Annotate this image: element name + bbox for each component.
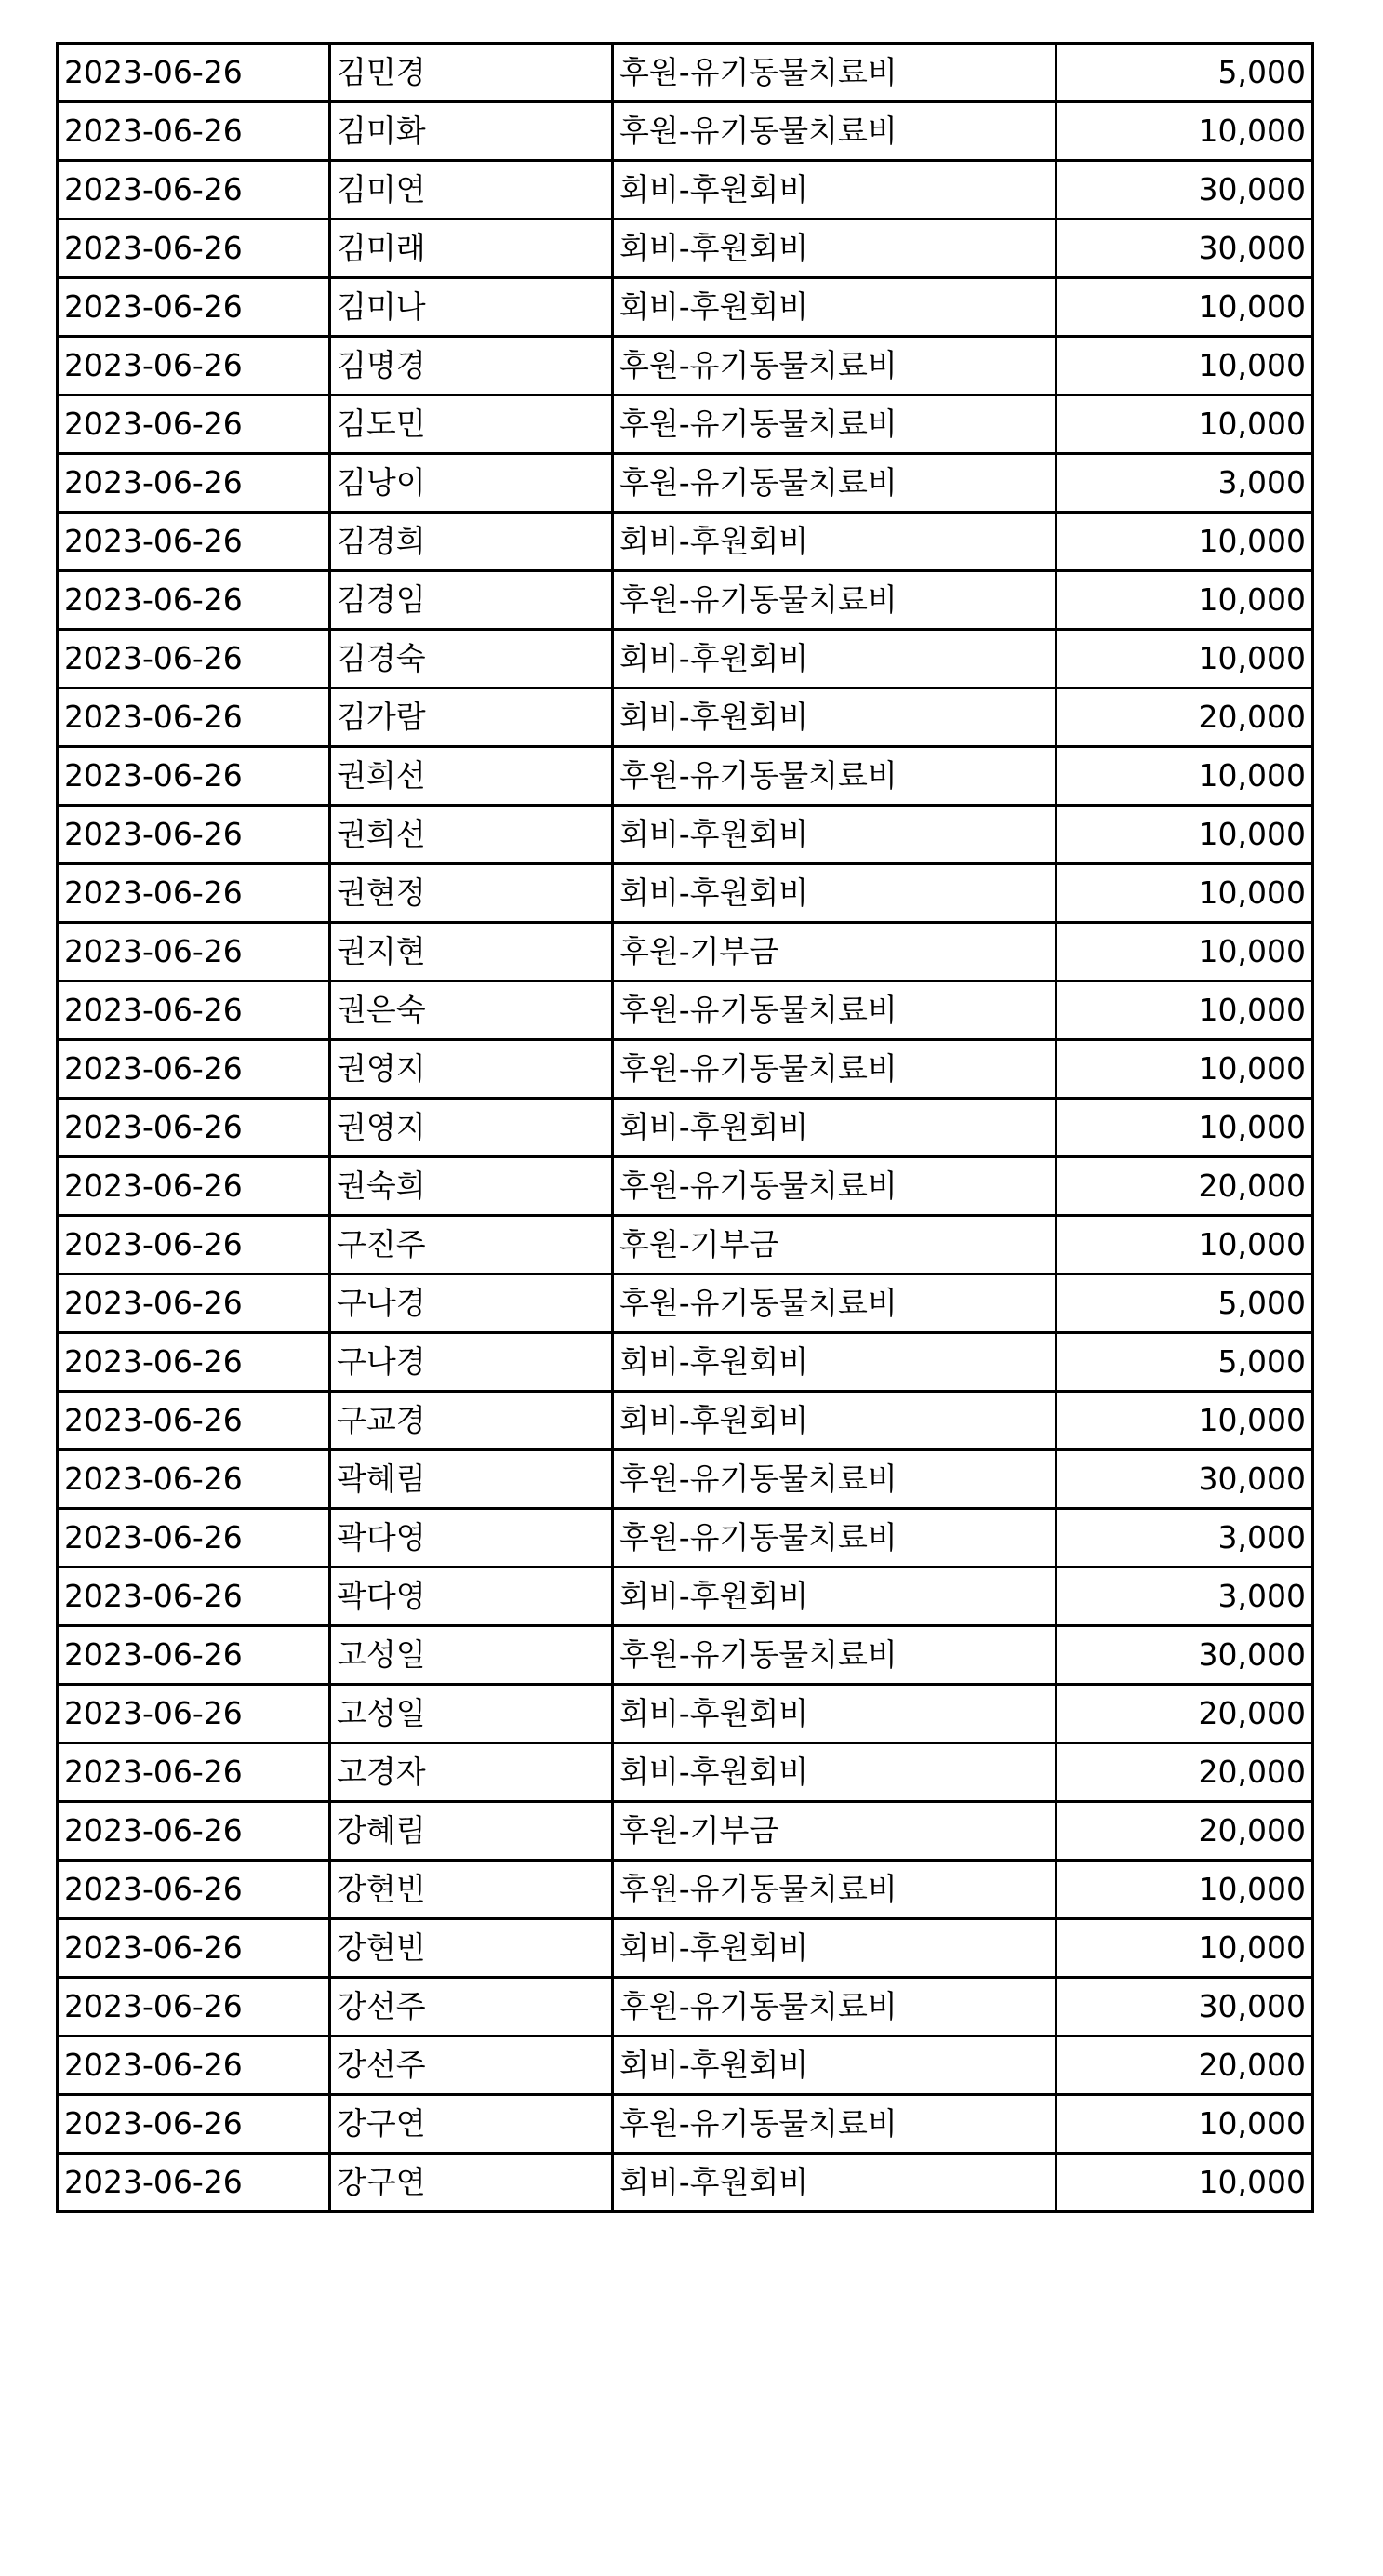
category-cell: 후원-유기동물치료비 [613, 981, 1057, 1040]
date-cell: 2023-06-26 [58, 1743, 330, 1802]
date-cell: 2023-06-26 [58, 1216, 330, 1275]
date-cell: 2023-06-26 [58, 513, 330, 571]
table-row [58, 806, 1313, 864]
date-cell: 2023-06-26 [58, 1802, 330, 1861]
category-cell: 후원-유기동물치료비 [613, 1861, 1057, 1919]
table-row [58, 1978, 1313, 2036]
amount-cell: 10,000 [1057, 747, 1313, 806]
category-cell: 회비-후원회비 [613, 1568, 1057, 1626]
category-cell: 후원-유기동물치료비 [613, 395, 1057, 454]
category-cell: 후원-유기동물치료비 [613, 1450, 1057, 1509]
table-row [58, 1626, 1313, 1685]
amount-cell: 30,000 [1057, 1450, 1313, 1509]
date-cell: 2023-06-26 [58, 864, 330, 923]
amount-cell: 10,000 [1057, 1392, 1313, 1450]
donor-name-cell: 권현정 [330, 864, 613, 923]
donor-name-cell: 김낭이 [330, 454, 613, 513]
amount-cell: 10,000 [1057, 981, 1313, 1040]
category-cell: 회비-후원회비 [613, 513, 1057, 571]
category-cell: 회비-후원회비 [613, 2154, 1057, 2212]
amount-cell: 10,000 [1057, 102, 1313, 161]
category-cell: 회비-후원회비 [613, 1919, 1057, 1978]
donor-name-cell: 김도민 [330, 395, 613, 454]
donor-name-cell: 권희선 [330, 747, 613, 806]
date-cell: 2023-06-26 [58, 337, 330, 395]
amount-cell: 10,000 [1057, 1216, 1313, 1275]
date-cell: 2023-06-26 [58, 395, 330, 454]
category-cell: 후원-유기동물치료비 [613, 1978, 1057, 2036]
amount-cell: 20,000 [1057, 2036, 1313, 2095]
amount-cell: 10,000 [1057, 923, 1313, 981]
donor-name-cell: 김민경 [330, 44, 613, 102]
date-cell: 2023-06-26 [58, 1392, 330, 1450]
table-row [58, 454, 1313, 513]
table-row [58, 337, 1313, 395]
date-cell: 2023-06-26 [58, 1450, 330, 1509]
table-row [58, 1802, 1313, 1861]
donor-name-cell: 강현빈 [330, 1919, 613, 1978]
donation-ledger-table [56, 42, 1314, 2213]
table-row [58, 1216, 1313, 1275]
table-row [58, 44, 1313, 102]
table-row [58, 1450, 1313, 1509]
amount-cell: 10,000 [1057, 2154, 1313, 2212]
date-cell: 2023-06-26 [58, 1978, 330, 2036]
donor-name-cell: 김미래 [330, 220, 613, 278]
amount-cell: 10,000 [1057, 337, 1313, 395]
amount-cell: 10,000 [1057, 513, 1313, 571]
date-cell: 2023-06-26 [58, 2154, 330, 2212]
amount-cell: 20,000 [1057, 1802, 1313, 1861]
amount-cell: 10,000 [1057, 1919, 1313, 1978]
donor-name-cell: 강구연 [330, 2154, 613, 2212]
category-cell: 회비-후원회비 [613, 1392, 1057, 1450]
table-row [58, 630, 1313, 688]
category-cell: 회비-후원회비 [613, 2036, 1057, 2095]
category-cell: 회비-후원회비 [613, 161, 1057, 220]
donor-name-cell: 강혜림 [330, 1802, 613, 1861]
table-row [58, 1333, 1313, 1392]
category-cell: 후원-유기동물치료비 [613, 1275, 1057, 1333]
donor-name-cell: 김경숙 [330, 630, 613, 688]
amount-cell: 20,000 [1057, 1685, 1313, 1743]
donor-name-cell: 강선주 [330, 2036, 613, 2095]
amount-cell: 10,000 [1057, 1040, 1313, 1099]
category-cell: 회비-후원회비 [613, 1333, 1057, 1392]
donor-name-cell: 고성일 [330, 1685, 613, 1743]
donor-name-cell: 강선주 [330, 1978, 613, 2036]
date-cell: 2023-06-26 [58, 1509, 330, 1568]
donor-name-cell: 고성일 [330, 1626, 613, 1685]
amount-cell: 10,000 [1057, 1861, 1313, 1919]
table-row [58, 1392, 1313, 1450]
donor-name-cell: 구교경 [330, 1392, 613, 1450]
table-row [58, 220, 1313, 278]
category-cell: 후원-기부금 [613, 1216, 1057, 1275]
table-row [58, 1509, 1313, 1568]
table-row [58, 161, 1313, 220]
ledger-body [58, 44, 1313, 2212]
date-cell: 2023-06-26 [58, 688, 330, 747]
table-row [58, 2095, 1313, 2154]
table-row [58, 1099, 1313, 1157]
date-cell: 2023-06-26 [58, 2036, 330, 2095]
category-cell: 회비-후원회비 [613, 864, 1057, 923]
donor-name-cell: 김경희 [330, 513, 613, 571]
category-cell: 회비-후원회비 [613, 806, 1057, 864]
donor-name-cell: 강현빈 [330, 1861, 613, 1919]
amount-cell: 10,000 [1057, 278, 1313, 337]
amount-cell: 10,000 [1057, 806, 1313, 864]
date-cell: 2023-06-26 [58, 630, 330, 688]
donor-name-cell: 김미연 [330, 161, 613, 220]
category-cell: 후원-기부금 [613, 923, 1057, 981]
category-cell: 회비-후원회비 [613, 630, 1057, 688]
category-cell: 후원-유기동물치료비 [613, 747, 1057, 806]
table-row [58, 1743, 1313, 1802]
amount-cell: 3,000 [1057, 1568, 1313, 1626]
table-row [58, 923, 1313, 981]
donor-name-cell: 김경임 [330, 571, 613, 630]
category-cell: 회비-후원회비 [613, 1685, 1057, 1743]
category-cell: 회비-후원회비 [613, 220, 1057, 278]
amount-cell: 20,000 [1057, 1743, 1313, 1802]
amount-cell: 30,000 [1057, 1978, 1313, 2036]
table-row [58, 1919, 1313, 1978]
category-cell: 후원-유기동물치료비 [613, 571, 1057, 630]
date-cell: 2023-06-26 [58, 747, 330, 806]
donor-name-cell: 권은숙 [330, 981, 613, 1040]
date-cell: 2023-06-26 [58, 1919, 330, 1978]
donor-name-cell: 구나경 [330, 1275, 613, 1333]
amount-cell: 5,000 [1057, 1275, 1313, 1333]
table-row [58, 688, 1313, 747]
amount-cell: 20,000 [1057, 1157, 1313, 1216]
date-cell: 2023-06-26 [58, 44, 330, 102]
table-row [58, 2036, 1313, 2095]
table-row [58, 571, 1313, 630]
donor-name-cell: 곽혜림 [330, 1450, 613, 1509]
donor-name-cell: 김미나 [330, 278, 613, 337]
donor-name-cell: 김미화 [330, 102, 613, 161]
date-cell: 2023-06-26 [58, 2095, 330, 2154]
category-cell: 회비-후원회비 [613, 278, 1057, 337]
category-cell: 후원-유기동물치료비 [613, 337, 1057, 395]
date-cell: 2023-06-26 [58, 278, 330, 337]
date-cell: 2023-06-26 [58, 981, 330, 1040]
amount-cell: 10,000 [1057, 630, 1313, 688]
date-cell: 2023-06-26 [58, 1099, 330, 1157]
amount-cell: 3,000 [1057, 1509, 1313, 1568]
table-row [58, 102, 1313, 161]
category-cell: 후원-유기동물치료비 [613, 102, 1057, 161]
amount-cell: 10,000 [1057, 1099, 1313, 1157]
donor-name-cell: 권숙희 [330, 1157, 613, 1216]
category-cell: 후원-유기동물치료비 [613, 1626, 1057, 1685]
category-cell: 후원-기부금 [613, 1802, 1057, 1861]
table-row [58, 1685, 1313, 1743]
amount-cell: 30,000 [1057, 220, 1313, 278]
table-row [58, 395, 1313, 454]
date-cell: 2023-06-26 [58, 1861, 330, 1919]
amount-cell: 10,000 [1057, 571, 1313, 630]
date-cell: 2023-06-26 [58, 1275, 330, 1333]
category-cell: 후원-유기동물치료비 [613, 454, 1057, 513]
date-cell: 2023-06-26 [58, 1333, 330, 1392]
date-cell: 2023-06-26 [58, 806, 330, 864]
category-cell: 후원-유기동물치료비 [613, 1509, 1057, 1568]
table-row [58, 1275, 1313, 1333]
date-cell: 2023-06-26 [58, 454, 330, 513]
table-row [58, 1040, 1313, 1099]
donor-name-cell: 구나경 [330, 1333, 613, 1392]
amount-cell: 3,000 [1057, 454, 1313, 513]
table-row [58, 981, 1313, 1040]
donor-name-cell: 권영지 [330, 1099, 613, 1157]
category-cell: 회비-후원회비 [613, 688, 1057, 747]
donor-name-cell: 고경자 [330, 1743, 613, 1802]
category-cell: 후원-유기동물치료비 [613, 1040, 1057, 1099]
table-row [58, 747, 1313, 806]
table-row [58, 1157, 1313, 1216]
amount-cell: 5,000 [1057, 1333, 1313, 1392]
donor-name-cell: 권영지 [330, 1040, 613, 1099]
table-row [58, 1861, 1313, 1919]
donor-name-cell: 곽다영 [330, 1568, 613, 1626]
donor-name-cell: 김가람 [330, 688, 613, 747]
amount-cell: 10,000 [1057, 864, 1313, 923]
category-cell: 회비-후원회비 [613, 1099, 1057, 1157]
amount-cell: 10,000 [1057, 2095, 1313, 2154]
date-cell: 2023-06-26 [58, 571, 330, 630]
date-cell: 2023-06-26 [58, 161, 330, 220]
amount-cell: 30,000 [1057, 161, 1313, 220]
table-row [58, 864, 1313, 923]
date-cell: 2023-06-26 [58, 1157, 330, 1216]
category-cell: 회비-후원회비 [613, 1743, 1057, 1802]
donor-name-cell: 곽다영 [330, 1509, 613, 1568]
category-cell: 후원-유기동물치료비 [613, 44, 1057, 102]
amount-cell: 20,000 [1057, 688, 1313, 747]
date-cell: 2023-06-26 [58, 220, 330, 278]
date-cell: 2023-06-26 [58, 1685, 330, 1743]
date-cell: 2023-06-26 [58, 923, 330, 981]
category-cell: 후원-유기동물치료비 [613, 2095, 1057, 2154]
amount-cell: 10,000 [1057, 395, 1313, 454]
donor-name-cell: 강구연 [330, 2095, 613, 2154]
date-cell: 2023-06-26 [58, 1626, 330, 1685]
donor-name-cell: 김명경 [330, 337, 613, 395]
table-row [58, 2154, 1313, 2212]
donor-name-cell: 권희선 [330, 806, 613, 864]
table-row [58, 278, 1313, 337]
table-row [58, 1568, 1313, 1626]
amount-cell: 30,000 [1057, 1626, 1313, 1685]
category-cell: 후원-유기동물치료비 [613, 1157, 1057, 1216]
donor-name-cell: 권지현 [330, 923, 613, 981]
amount-cell: 5,000 [1057, 44, 1313, 102]
donor-name-cell: 구진주 [330, 1216, 613, 1275]
date-cell: 2023-06-26 [58, 1040, 330, 1099]
table-row [58, 513, 1313, 571]
date-cell: 2023-06-26 [58, 102, 330, 161]
date-cell: 2023-06-26 [58, 1568, 330, 1626]
